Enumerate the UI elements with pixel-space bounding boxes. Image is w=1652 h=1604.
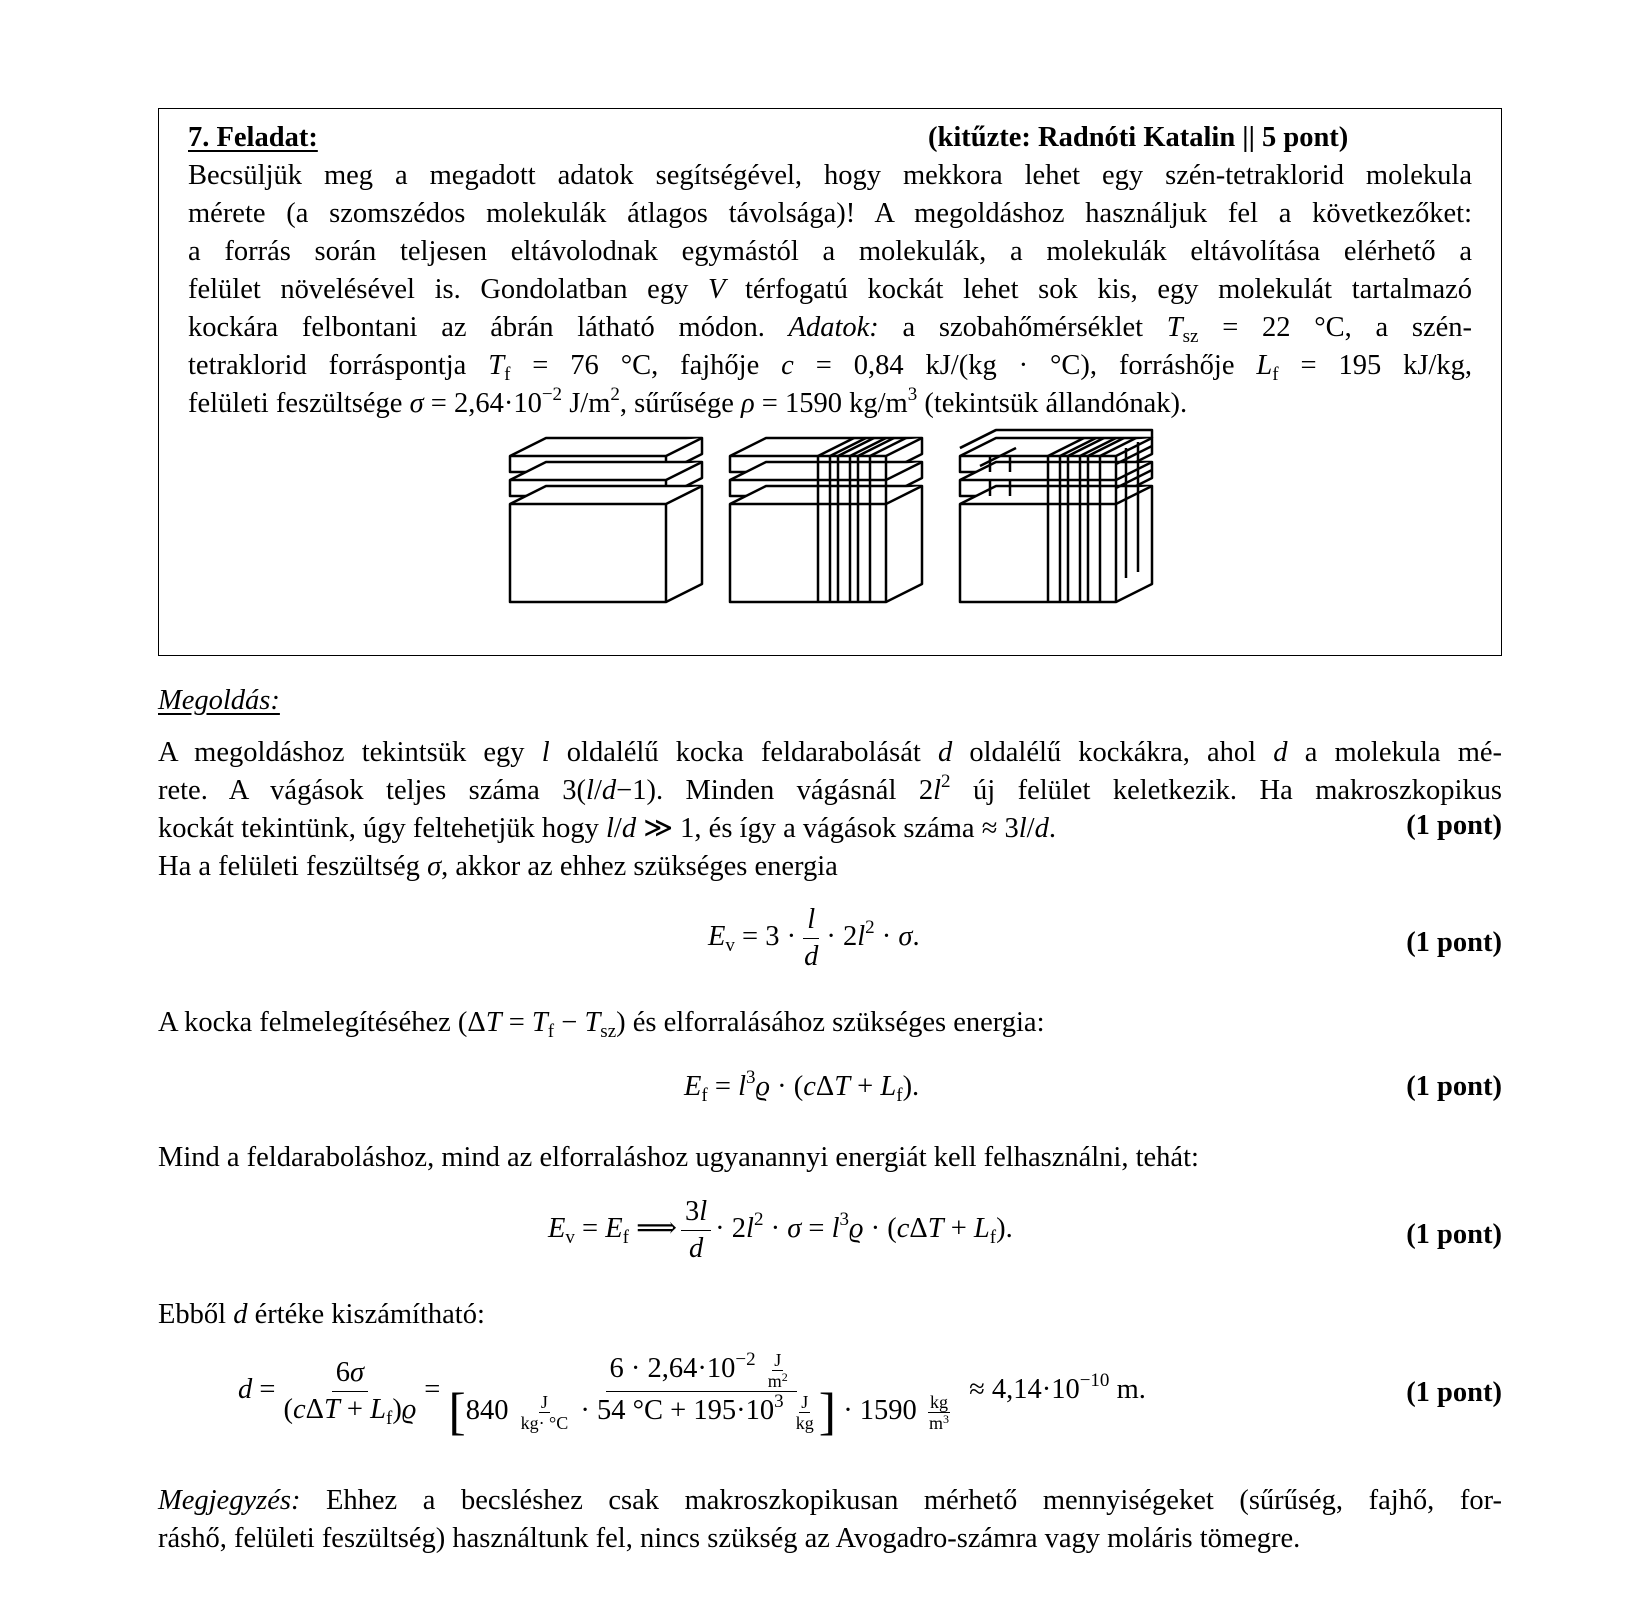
problem-line-6: tetraklorid forráspontja $T_f = 76$ °C, fajhője c = 0,84 kJ/(kg · °C), forráshője $L_f = 195$ kJ/kg, xyxy=(188,350,1472,385)
note-line-1: Megjegyzés: Ehhez a becsléshez csak makroszkopikusan mérhető mennyiségeket (sűrűség, fajhő, for- xyxy=(158,1485,1502,1516)
problem-line-7: felületi feszültsége $\sigma = 2,64\cdot 10^{-2}$ $J/m^2$, sűrűsége ρ = 1590 $kg/m^3$ (tekintsük állandónak). xyxy=(188,384,1188,419)
cube-2-columns xyxy=(730,438,922,602)
solution-paragraph-3: A kocka felmelegítéséhez $(\Delta T = T_f - T_{sz})$ és elforralásához szükséges energia: xyxy=(158,1007,1045,1042)
note-line-2: ráshő, felületi feszültség) használtunk fel, nincs szükség az Avogadro-számra vagy moláris tömegre. xyxy=(158,1523,1301,1554)
points-4: (1 pont) xyxy=(1406,1219,1502,1250)
points-3: (1 pont) xyxy=(1406,1071,1502,1102)
points-5: (1 pont) xyxy=(1406,1377,1502,1408)
solution-paragraph-4: Mind a feldaraboláshoz, mind az elforraláshoz ugyanannyi energiát kell felhasználni, tehát: xyxy=(158,1142,1199,1173)
equation-result: d = $\frac{6\sigma}{(c\Delta T + L_f)ϱ}$ = $6 \cdot 2,64\cdot 10^{-2}$ $\frac{J}{m^2}$ [840 $\frac{J}{kg\cdot ^\circ C}$ · 54 $^\circ C + 195\cdot 10^3$ $\frac{J}{kg}$ ] · 1590 $\frac{kg}{m^3}$ ≈ $4,14\cdot 10^{-10}$ m. xyxy=(238,1349,1146,1441)
solution-paragraph-2: Ha a felületi feszültség σ, akkor az ehhez szükséges energia xyxy=(158,851,838,882)
solution-paragraph-line-1: A megoldáshoz tekintsük egy l oldalélű kocka feldarabolását d oldalélű kockákra, ahol d a molekula mé- xyxy=(158,737,1503,768)
problem-line-3: a forrás során teljesen eltávolodnak egymástól a molekulák, a molekulák eltávolítása elérhető a xyxy=(188,236,1472,267)
problem-title: 7. Feladat: xyxy=(188,122,318,153)
solution-paragraph-line-2: rete. A vágások teljes száma 3(l/d−1). Minden vágásnál $2l^2$ új felület keletkezik. Ha makroszkopikus xyxy=(158,771,1503,806)
solution-heading: Megoldás: xyxy=(158,685,280,716)
equation-boiling-energy: $E_f = l^3ϱ \cdot (c\Delta T + L_f)$. xyxy=(684,1067,920,1106)
equation-energy-balance: $E_v = E_f$ ⟹ $\frac{3l}{d}$ · $2l^2 \cdot \sigma = l^3ϱ \cdot (c\Delta T + L_f)$. xyxy=(548,1196,1013,1264)
problem-author-points: (kitűzte: Radnóti Katalin || 5 pont) xyxy=(928,122,1349,153)
problem-line-1: Becsüljük meg a megadott adatok segítségével, hogy mekkora lehet egy szén-tetraklorid molekula xyxy=(188,160,1472,191)
equation-surface-energy: $E_v = 3$ · $\frac{l}{d}$ · $2l^2 \cdot \sigma$. xyxy=(708,904,920,972)
problem-line-5: kockára felbontani az ábrán látható módon. Adatok: a szobahőmérséklet $T_{sz} = 22$ °C, a szén- xyxy=(188,312,1472,347)
solution-paragraph-5: Ebből d értéke kiszámítható: xyxy=(158,1299,485,1330)
problem-line-4: felület növelésével is. Gondolatban egy V térfogatú kockát lehet sok kis, egy molekulát tartalmazó xyxy=(188,274,1472,305)
points-2: (1 pont) xyxy=(1406,927,1502,958)
problem-line-2: mérete (a szomszédos molekulák átlagos távolsága)! A megoldáshoz használjuk fel a következőket: xyxy=(188,198,1472,229)
cube-cutting-figure xyxy=(500,428,1180,646)
solution-paragraph-line-3: kockát tekintünk, úgy feltehetjük hogy l/d ≫ 1, és így a vágások száma ≈ 3l/d. xyxy=(158,813,1056,844)
points-1: (1 pont) xyxy=(1406,810,1502,841)
cube-1-slabs xyxy=(510,438,702,602)
cube-3-small-cubes xyxy=(960,430,1152,602)
